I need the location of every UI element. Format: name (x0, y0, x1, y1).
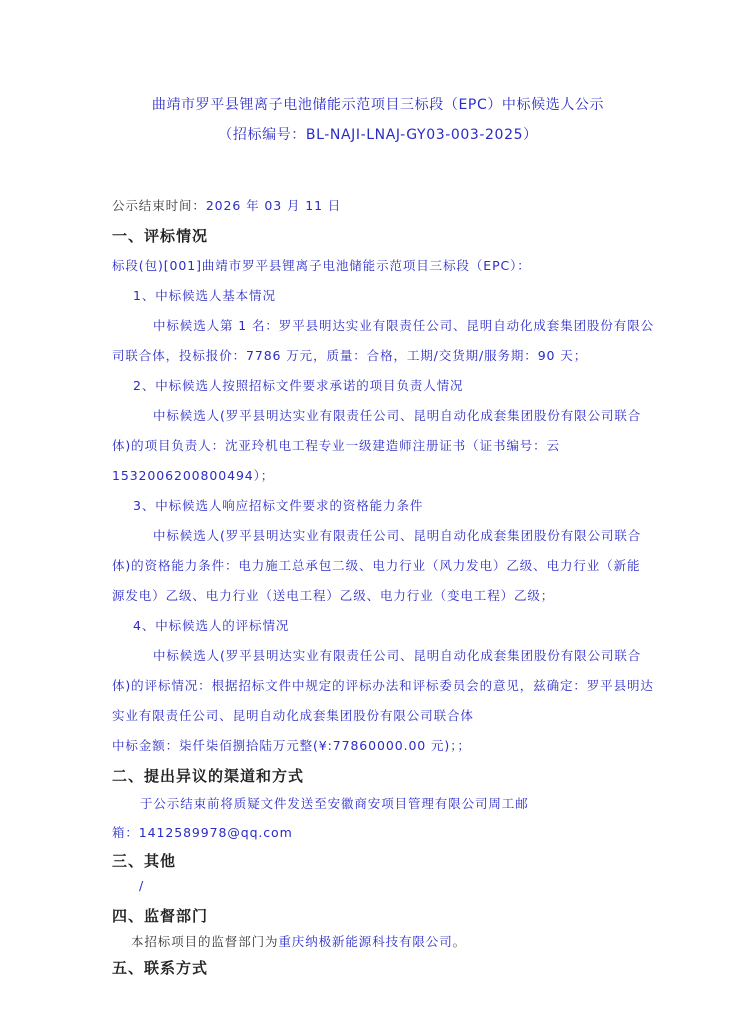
lot-title: 标段(包)[001]曲靖市罗平县锂离子电池储能示范项目三标段（EPC）： (112, 258, 531, 273)
item4-text: 体)的评标情况：根据招标文件中规定的评标办法和评标委员会的意见，兹确定：罗平县明达 (112, 678, 654, 693)
supervision-suffix: 。 (452, 934, 467, 949)
item1-text: 司联合体，投标报价：7786 万元，质量：合格，工期/交货期/服务期：90 天； (112, 348, 588, 363)
section-heading-supervision: 四、监督部门 (112, 907, 209, 925)
end-time-label: 公示结束时间： (112, 198, 206, 213)
item2-text: 中标候选人(罗平县明达实业有限责任公司、昆明自动化成套集团股份有限公司联合 (153, 408, 642, 423)
item2-text: 1532006200800494）； (112, 468, 275, 483)
section-heading-objection: 二、提出异议的渠道和方式 (112, 767, 305, 785)
section-heading-contact: 五、联系方式 (112, 959, 209, 977)
item3-title: 3、中标候选人响应招标文件要求的资格能力条件 (133, 498, 424, 513)
item4-title: 4、中标候选人的评标情况 (133, 618, 290, 633)
item1-text: 中标候选人第 1 名：罗平县明达实业有限责任公司、昆明自动化成套集团股份有限公 (153, 318, 655, 333)
item4-text: 实业有限责任公司、昆明自动化成套集团股份有限公司联合体 (112, 708, 474, 723)
page-title: 曲靖市罗平县锂离子电池储能示范项目三标段（EPC）中标候选人公示 (151, 97, 605, 113)
item2-title: 2、中标候选人按照招标文件要求承诺的项目负责人情况 (133, 378, 464, 393)
item4-text: 中标候选人(罗平县明达实业有限责任公司、昆明自动化成套集团股份有限公司联合 (153, 648, 642, 663)
section-heading-other: 三、其他 (112, 852, 177, 870)
item3-text: 中标候选人(罗平县明达实业有限责任公司、昆明自动化成套集团股份有限公司联合 (153, 528, 642, 543)
tender-number: （招标编号：BL-NAJI-LNAJ-GY03-003-2025） (218, 127, 538, 143)
section-heading-evaluation: 一、评标情况 (112, 227, 209, 245)
other-text: / (139, 878, 145, 893)
award-amount: 中标金额：柒仟柒佰捌拾陆万元整(¥:77860000.00 元)；； (112, 738, 471, 753)
item2-text: 体)的项目负责人：沈亚玲机电工程专业一级建造师注册证书（证书编号：云 (112, 438, 560, 453)
objection-email[interactable]: 箱：1412589978@qq.com (112, 825, 293, 840)
item1-title: 1、中标候选人基本情况 (133, 288, 276, 303)
end-time-value: 2026 年 03 月 11 日 (205, 198, 342, 213)
end-time (112, 198, 341, 214)
supervision-prefix: 本招标项目的监督部门为 (131, 934, 279, 949)
objection-text: 于公示结束前将质疑文件发送至安徽商安项目管理有限公司周工邮 (140, 796, 529, 811)
item3-text: 体)的资格能力条件：电力施工总承包二级、电力行业（风力发电）乙级、电力行业（新能 (112, 558, 641, 573)
supervision-text (131, 934, 466, 950)
item3-text: 源发电）乙级、电力行业（送电工程）乙级、电力行业（变电工程）乙级； (112, 588, 555, 603)
supervision-dept: 重庆纳极新能源科技有限公司 (278, 934, 453, 949)
